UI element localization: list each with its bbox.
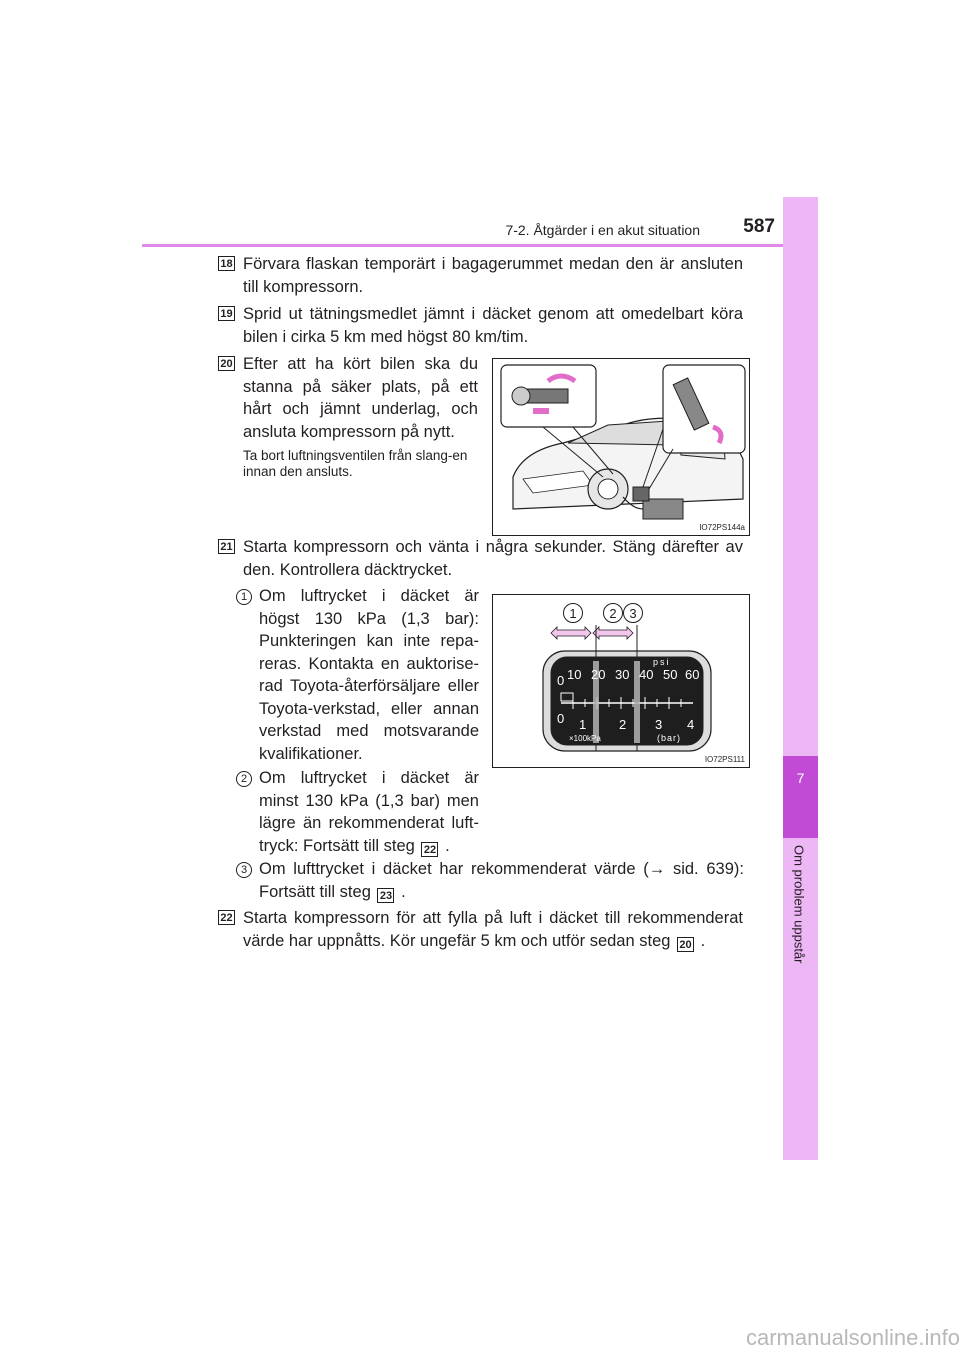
car-illustration xyxy=(493,359,749,535)
gauge-psi-tick: 60 xyxy=(685,667,700,682)
gauge-psi-tick: 30 xyxy=(615,667,630,682)
sub-item-1-text: Om luftrycket i däcket är högst 130 kPa (1,3 bar): Punkteringen kan inte repa-reras. Kontakta en auktorise-rad Toyota-återförsäljare eller Toyota-verkstad, eller annan verkstad med motsvarande kvalifikationer. xyxy=(259,587,479,763)
gauge-psi-tick: 50 xyxy=(663,667,678,682)
step-22-text: Starta kompressorn för att fylla på luft i däcket till rekommenderat värde har uppnåtts. Kör ungefär 5 km och utför sedan steg 20 . xyxy=(243,909,743,951)
gauge-bar-tick: 3 xyxy=(655,717,663,732)
step-reference-22[interactable]: 22 xyxy=(421,842,438,857)
step-number-20: 20 xyxy=(218,356,235,371)
step-20-text: Efter att ha kört bilen ska du stanna på säker plats, på ett hårt och jämnt underlag, och ansluta kompressorn på nytt. xyxy=(243,355,478,441)
gauge-callout-3: 3 xyxy=(623,603,643,623)
step-reference-20[interactable]: 20 xyxy=(677,937,694,952)
right-arrow-icon: → xyxy=(648,860,666,878)
sub-item-2-text: Om luftrycket i däcket är minst 130 kPa (1,3 bar) men lägre än rekommenderat luft-tryck: Fortsätt till steg 22 . xyxy=(259,769,479,856)
gauge-callout-2: 2 xyxy=(603,603,623,623)
pressure-gauge-figure xyxy=(492,594,750,768)
sub-item-number-2: 2 xyxy=(236,771,252,787)
gauge-bar-label: (bar) xyxy=(657,733,682,743)
section-title: 7-2. Åtgärder i en akut situation xyxy=(505,222,700,238)
step-19-text: Sprid ut tätningsmedlet jämnt i däcket genom att omedelbart köra bilen i cirka 5 km med högst 80 km/tim. xyxy=(243,305,743,346)
step-reference-23[interactable]: 23 xyxy=(377,888,394,903)
gauge-bar-tick: 2 xyxy=(619,717,627,732)
chapter-side-tab xyxy=(783,197,818,1160)
chapter-label: Om problem uppstår xyxy=(791,845,807,964)
step-number-18: 18 xyxy=(218,256,235,271)
gauge-psi-tick: 0 xyxy=(557,673,565,688)
step-18-text: Förvara flaskan temporärt i bagagerummet medan den är ansluten till kompressorn. xyxy=(243,255,743,296)
figure-code: IO72PS144a xyxy=(699,523,745,532)
compressor-connection-figure xyxy=(492,358,750,536)
gauge-psi-label: psi xyxy=(653,657,671,667)
gauge-bar-tick: 4 xyxy=(687,717,695,732)
gauge-bar-tick: 1 xyxy=(579,717,587,732)
step-number-22: 22 xyxy=(218,910,235,925)
chapter-number: 7 xyxy=(796,770,805,786)
step-21-text: Starta kompressorn och vänta i några sekunder. Stäng därefter av den. Kontrollera däcktrycket. xyxy=(243,538,743,579)
gauge-psi-tick: 10 xyxy=(567,667,582,682)
sub-item-3-text: Om lufttrycket i däcket har rekommenderat värde (→ sid. 639): Fortsätt till steg 23 . xyxy=(259,860,744,902)
figure-code: IO72PS111 xyxy=(704,755,745,764)
step-number-19: 19 xyxy=(218,306,235,321)
gauge-psi-tick: 40 xyxy=(639,667,654,682)
gauge-bar-tick: 0 xyxy=(557,711,565,726)
sub-item-number-1: 1 xyxy=(236,589,252,605)
chapter-number-block xyxy=(783,756,818,838)
gauge-psi-tick: 20 xyxy=(591,667,606,682)
step-20-note: Ta bort luftningsventilen från slang-en innan den ansluts. xyxy=(243,448,468,479)
page-number: 587 xyxy=(743,216,775,237)
gauge-kpa-label: ×100kPa xyxy=(569,734,601,743)
sub-item-number-3: 3 xyxy=(236,862,252,878)
step-number-21: 21 xyxy=(218,539,235,554)
gauge-callout-1: 1 xyxy=(563,603,583,623)
watermark: carmanualsonline.info xyxy=(745,1325,960,1350)
header-rule xyxy=(142,244,818,247)
